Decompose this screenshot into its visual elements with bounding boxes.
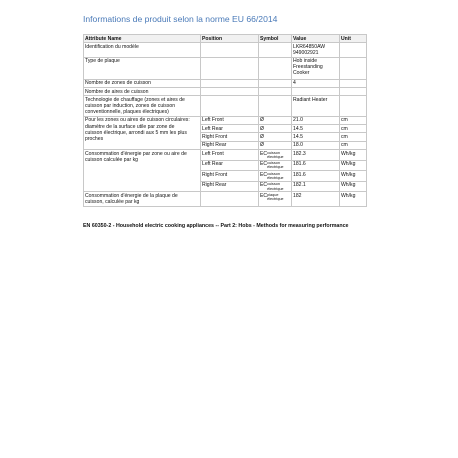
table-row-diameter — [84, 116, 367, 124]
header-value: Value — [292, 35, 340, 43]
position-cell: Left Front — [201, 150, 259, 161]
attribute-cell: Type de plaque — [84, 57, 201, 79]
value-cell: 14.5 — [292, 125, 340, 133]
unit-cell: cm — [340, 125, 367, 133]
value-cell: 4 — [292, 79, 340, 87]
table-row-areas — [84, 88, 367, 96]
subscript-line: électrique — [267, 186, 284, 191]
attribute-line: cuisson électrique, arrondi aux 5 mm les plus — [85, 129, 187, 136]
unit-cell — [340, 57, 367, 79]
table-row-zones — [84, 79, 367, 87]
attribute-cell — [84, 96, 201, 116]
value-cell: 182.3 — [292, 150, 340, 161]
position-cell — [201, 43, 259, 57]
subscript-line: cuisson — [267, 182, 280, 187]
subscript-line: électrique — [267, 197, 284, 202]
unit-cell — [340, 43, 367, 57]
unit-cell: Wh/kg — [340, 192, 367, 206]
unit-cell: cm — [340, 116, 367, 124]
position-cell — [201, 57, 259, 79]
value-cell: 182 — [292, 192, 340, 206]
energy-symbol — [259, 171, 292, 182]
subscript-line: cuisson — [267, 171, 280, 176]
attribute-line: conventionnelle, plaques électriques) — [85, 109, 169, 116]
attribute-cell: Nombre de zones de cuisson — [84, 79, 201, 87]
page-title: Informations de produit selon la norme EU 66/2014 — [83, 14, 278, 24]
value-cell: 181.6 — [292, 160, 340, 171]
subscript-line: cuisson — [267, 150, 280, 155]
symbol-main: EC — [260, 161, 268, 168]
symbol-cell — [259, 57, 292, 79]
diameter-symbol: Ø — [259, 133, 292, 141]
symbol-main: EC — [260, 171, 268, 178]
unit-cell: cm — [340, 141, 367, 149]
value-cell — [292, 43, 340, 57]
symbol-cell — [259, 88, 292, 96]
unit-cell — [340, 88, 367, 96]
value-cell: 21.0 — [292, 116, 340, 124]
symbol-cell — [259, 43, 292, 57]
symbol-subscript — [267, 161, 283, 169]
symbol-subscript — [267, 151, 283, 159]
value-cell: 182.1 — [292, 181, 340, 192]
hob-type-line: Hob inside — [293, 58, 318, 65]
hob-type-line: Freestanding — [293, 64, 323, 71]
unit-cell: Wh/kg — [340, 160, 367, 171]
attribute-line: cuisson, calculée par kg — [85, 199, 140, 206]
symbol-main: EC — [260, 150, 268, 157]
header-position: Position — [201, 35, 259, 43]
position-cell: Left Front — [201, 116, 259, 124]
value-cell: 18.0 — [292, 141, 340, 149]
table-row-hob-type — [84, 57, 367, 79]
header-symbol: Symbol — [259, 35, 292, 43]
table-row-heating — [84, 96, 367, 116]
attribute-line: cuisson par induction, zones de cuisson — [85, 103, 176, 110]
value-cell — [292, 57, 340, 79]
unit-cell: Wh/kg — [340, 171, 367, 182]
subscript-line: électrique — [267, 165, 284, 170]
symbol-main: EC — [260, 182, 268, 189]
attribute-cell — [84, 150, 201, 192]
attribute-cell: Nombre de aires de cuisson — [84, 88, 201, 96]
symbol-subscript — [267, 182, 283, 190]
unit-cell — [340, 96, 367, 116]
table-row-model — [84, 43, 367, 57]
value-cell: 14.5 — [292, 133, 340, 141]
diameter-symbol: Ø — [259, 125, 292, 133]
attribute-cell: Identification du modèle — [84, 43, 201, 57]
energy-symbol — [259, 160, 292, 171]
subscript-line: plaque — [267, 192, 279, 197]
model-name: LKR64850AW — [293, 43, 326, 50]
attribute-line: Consommation d'énergie par zone ou aire de — [85, 150, 187, 157]
unit-cell: cm — [340, 133, 367, 141]
position-cell: Right Rear — [201, 181, 259, 192]
header-unit: Unit — [340, 35, 367, 43]
unit-cell — [340, 79, 367, 87]
position-cell: Right Rear — [201, 141, 259, 149]
position-cell: Right Front — [201, 133, 259, 141]
energy-symbol — [259, 150, 292, 161]
position-cell — [201, 192, 259, 206]
product-info-table — [83, 34, 367, 207]
symbol-cell — [259, 96, 292, 116]
unit-cell: Wh/kg — [340, 181, 367, 192]
position-cell — [201, 96, 259, 116]
table-row-energy-zone — [84, 150, 367, 161]
attribute-line: Technologie de chauffage (zones et aires de — [85, 97, 185, 103]
attribute-line: proches — [85, 135, 104, 142]
subscript-line: cuisson — [267, 161, 280, 166]
norm-reference: EN 60350-2 - Household electric cooking appliances -- Part 2: Hobs - Methods for measuring performance — [83, 223, 349, 229]
value-cell: 181.6 — [292, 171, 340, 182]
position-cell: Left Rear — [201, 125, 259, 133]
position-cell — [201, 79, 259, 87]
unit-cell: Wh/kg — [340, 150, 367, 161]
symbol-subscript — [267, 193, 283, 201]
position-cell: Right Front — [201, 171, 259, 182]
diameter-symbol: Ø — [259, 141, 292, 149]
product-number: 949002921 — [293, 49, 319, 56]
attribute-cell — [84, 192, 201, 206]
subscript-line: électrique — [267, 175, 284, 180]
value-cell — [292, 88, 340, 96]
symbol-main: EC — [260, 192, 268, 199]
attribute-line: diamètre de la surface utile par zone de — [85, 123, 175, 130]
table-header-row — [84, 35, 367, 43]
hob-type-line: Cooker — [293, 70, 310, 77]
table-row-energy-hob — [84, 192, 367, 206]
symbol-cell — [259, 79, 292, 87]
header-attribute-name: Attribute Name — [84, 35, 201, 43]
attribute-line: Consommation d'énergie de la plaque de — [85, 192, 178, 199]
value-cell: Radiant Heater — [292, 96, 340, 116]
diameter-symbol: Ø — [259, 116, 292, 124]
attribute-cell — [84, 116, 201, 149]
symbol-subscript — [267, 172, 283, 180]
subscript-line: électrique — [267, 154, 284, 159]
energy-symbol — [259, 181, 292, 192]
position-cell — [201, 88, 259, 96]
energy-symbol — [259, 192, 292, 206]
attribute-line: cuisson calculée par kg — [85, 156, 138, 163]
position-cell: Left Rear — [201, 160, 259, 171]
attribute-line: Pour les zones ou aires de cuisson circulaires: — [85, 117, 190, 124]
